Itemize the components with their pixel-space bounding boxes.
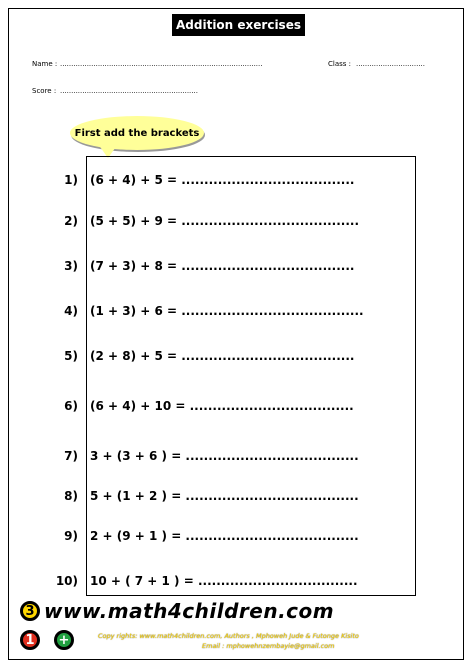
exercise-number: 4) (64, 304, 78, 318)
logo-three-icon: 3 (20, 601, 40, 621)
class-field[interactable]: ............................... (356, 60, 425, 68)
score-label: Score : (32, 87, 57, 95)
exercise-text[interactable]: (7 + 3) + 8 = ...................................... (90, 259, 355, 273)
exercise-number: 7) (64, 449, 78, 463)
exercise-number: 6) (64, 399, 78, 413)
exercise-number: 10) (55, 574, 78, 588)
exercise-text[interactable]: (6 + 4) + 5 = ...................................... (90, 173, 355, 187)
exercise-number: 9) (64, 529, 78, 543)
exercise-number: 5) (64, 349, 78, 363)
footer-email[interactable]: Email : mphowehnzembayie@gmail.com (202, 642, 335, 650)
exercise-text[interactable]: 3 + (3 + 6 ) = ...................................... (90, 449, 359, 463)
exercise-text[interactable]: 10 + ( 7 + 1 ) = ................................... (90, 574, 358, 588)
exercise-text[interactable]: (5 + 5) + 9 = ....................................... (90, 214, 360, 228)
worksheet-title: Addition exercises (172, 14, 305, 36)
name-field[interactable]: ........................................................................................... (60, 60, 263, 68)
instruction-text: First add the brackets (74, 127, 200, 139)
exercise-number: 1) (64, 173, 78, 187)
exercise-text[interactable]: (1 + 3) + 6 = ........................................ (90, 304, 364, 318)
exercise-number: 8) (64, 489, 78, 503)
exercise-text[interactable]: 2 + (9 + 1 ) = ...................................... (90, 529, 359, 543)
exercise-number: 3) (64, 259, 78, 273)
class-label: Class : (328, 60, 351, 68)
footer-copyright: Copy rights: www.math4children.com, Authors , Mphoweh Jude & Futonge Kisito (98, 632, 359, 640)
exercise-text[interactable]: 5 + (1 + 2 ) = ...................................... (90, 489, 359, 503)
exercise-number: 2) (64, 214, 78, 228)
name-label: Name : (32, 60, 58, 68)
score-field[interactable]: .............................................................. (60, 87, 198, 95)
exercise-text[interactable]: (2 + 8) + 5 = ...................................... (90, 349, 355, 363)
logo-one-icon: 1 (20, 630, 40, 650)
exercise-text[interactable]: (6 + 4) + 10 = .................................... (90, 399, 354, 413)
logo-plus-icon: + (54, 630, 74, 650)
footer-website[interactable]: www.math4children.com (44, 599, 335, 623)
